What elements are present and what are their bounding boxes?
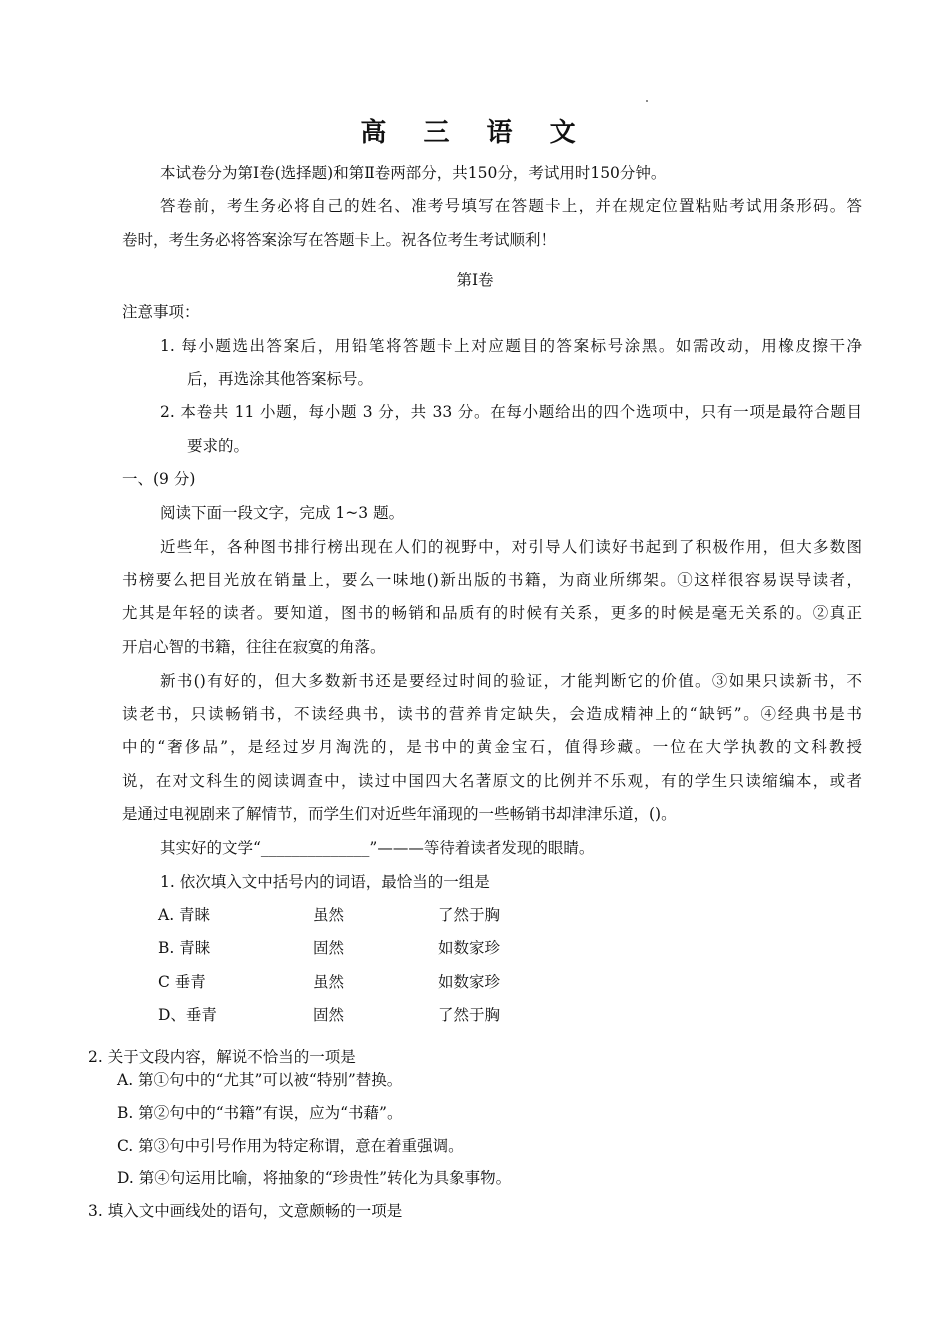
note-2-line-2: 要求的。	[187, 437, 250, 455]
passage-p2-line-5: 是通过电视剧来了解情节，而学生们对近些年涌现的一些畅销书却津津乐道，()。	[122, 805, 677, 823]
part1-heading: 一、(9 分)	[122, 470, 196, 488]
q1-option-c-label: C 垂青	[158, 973, 206, 991]
q1-option-b-label: B. 青睐	[158, 939, 211, 957]
q1-option-d-label: D、垂青	[158, 1006, 217, 1024]
q1-option-b-word-3: 如数家珍	[438, 939, 501, 957]
instruction: 阅读下面一段文字，完成 1~3 题。	[160, 504, 405, 522]
passage-p3-line-1: 其实好的文学“______________”———等待着读者发现的眼睛。	[160, 839, 595, 857]
note-1-line-1: 1. 每小题选出答案后，用铅笔将答题卡上对应题目的答案标号涂黑。如需改动，用橡皮擦干净	[160, 337, 862, 355]
q1-option-b-word-2: 固然	[313, 939, 345, 957]
exam-title: 高 三 语 文	[360, 118, 590, 148]
notes-heading: 注意事项：	[122, 303, 200, 321]
q2-option-d: D. 第④句运用比喻，将抽象的“珍贵性”转化为具象事物。	[117, 1169, 512, 1187]
question-3-stem: 3. 填入文中画线处的语句，文意颇畅的一项是	[88, 1202, 403, 1220]
q2-option-b: B. 第②句中的“书籍”有误，应为“书藉”。	[117, 1104, 403, 1122]
q1-option-d-word-3: 了然于胸	[438, 1006, 501, 1024]
question-1-stem: 1. 依次填入文中括号内的词语，最恰当的一组是	[160, 873, 490, 891]
passage-p2-line-1: 新书()有好的，但大多数新书还是要经过时间的验证，才能判断它的价值。③如果只读新书，不	[160, 672, 862, 690]
q1-option-a-word-3: 了然于胸	[438, 906, 501, 924]
speck-mark	[646, 100, 648, 102]
intro-line-2: 答卷前，考生务必将自己的姓名、准考号填写在答题卡上，并在规定位置粘贴考试用条形码。答	[160, 197, 862, 215]
q1-option-c-word-3: 如数家珍	[438, 973, 501, 991]
section-title: 第Ⅰ卷	[456, 271, 494, 289]
intro-line-3: 卷时，考生务必将答案涂写在答题卡上。祝各位考生考试顺利！	[122, 231, 557, 249]
passage-p1-line-3: 尤其是年轻的读者。要知道，图书的畅销和品质有的时候有关系，更多的时候是毫无关系的。②真正	[122, 604, 862, 622]
note-1-line-2: 后，再选涂其他答案标号。	[187, 370, 374, 388]
intro-line-1: 本试卷分为第Ⅰ卷(选择题)和第Ⅱ卷两部分，共150分，考试用时150分钟。	[160, 164, 667, 182]
q1-option-c-word-2: 虽然	[313, 973, 345, 991]
passage-p2-line-2: 读老书，只读畅销书，不读经典书，读书的营养肯定缺失，会造成精神上的“缺钙”。④经典书是书	[122, 705, 862, 723]
passage-p1-line-2: 书榜要么把目光放在销量上，要么一味地()新出版的书籍，为商业所绑架。①这样很容易误导读者，	[122, 571, 862, 589]
passage-p2-line-4: 说，在对文科生的阅读调查中，读过中国四大名著原文的比例并不乐观，有的学生只读缩编本，或者	[122, 772, 862, 790]
passage-p1-line-4: 开启心智的书籍，往往在寂寞的角落。	[122, 638, 386, 656]
q1-option-d-word-2: 固然	[313, 1006, 345, 1024]
q1-option-a-label: A. 青睐	[158, 906, 211, 924]
passage-p1-line-1: 近些年，各种图书排行榜出现在人们的视野中，对引导人们读好书起到了积极作用，但大多数图	[160, 538, 862, 556]
question-2-stem: 2. 关于文段内容，解说不恰当的一项是	[88, 1048, 356, 1066]
q2-option-a: A. 第①句中的“尤其”可以被“特别”替换。	[117, 1071, 403, 1089]
q1-option-a-word-2: 虽然	[313, 906, 345, 924]
q2-option-c: C. 第③句中引号作用为特定称谓，意在着重强调。	[117, 1137, 464, 1155]
note-2-line-1: 2. 本卷共 11 小题，每小题 3 分，共 33 分。在每小题给出的四个选项中，只有一项是最符合题目	[160, 403, 862, 421]
passage-p2-line-3: 中的“奢侈品”，是经过岁月淘洗的，是书中的黄金宝石，值得珍藏。一位在大学执教的文科教授	[122, 738, 862, 756]
